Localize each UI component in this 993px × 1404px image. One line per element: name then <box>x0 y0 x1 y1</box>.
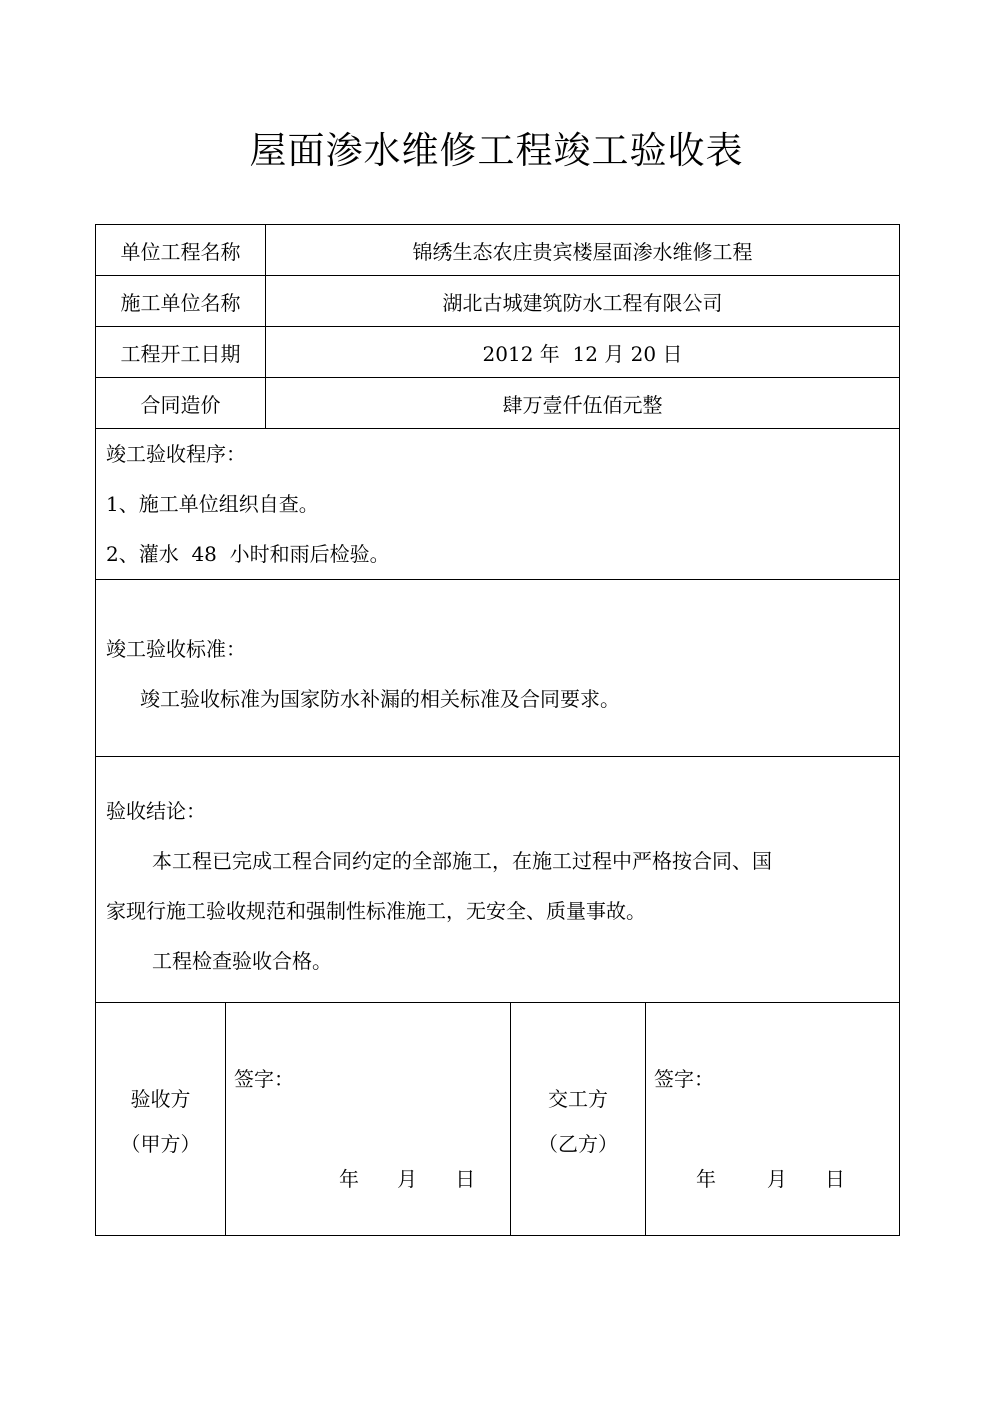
party-a-cell <box>96 1003 226 1236</box>
party-b-sign-box <box>646 1003 900 1236</box>
conclusion-heading: 验收结论： <box>106 799 206 823</box>
label-start-date: 工程开工日期 <box>96 327 266 378</box>
procedure-item-1: 1、施工单位组织自查。 <box>106 492 319 516</box>
conclusion-line-2: 家现行施工验收规范和强制性标准施工，无安全、质量事故。 <box>106 899 646 923</box>
label-contractor: 施工单位名称 <box>96 276 266 327</box>
party-b-sign-label: 签字： <box>654 1067 714 1091</box>
row-standard <box>96 580 900 757</box>
row-contractor <box>96 276 900 327</box>
party-b-role: （乙方） <box>538 1132 618 1156</box>
party-a-name: 验收方 <box>130 1087 191 1111</box>
acceptance-form-table <box>95 224 900 1236</box>
row-contract-price <box>96 378 900 429</box>
party-a-date: 年 月 日 <box>339 1167 476 1191</box>
row-procedure <box>96 429 900 580</box>
conclusion-line-1: 本工程已完成工程合同约定的全部施工，在施工过程中严格按合同、国 <box>152 849 772 873</box>
procedure-heading: 竣工验收程序： <box>106 442 246 466</box>
standard-text: 竣工验收标准为国家防水补漏的相关标准及合同要求。 <box>140 687 620 711</box>
label-project-name: 单位工程名称 <box>96 225 266 276</box>
conclusion-line-3: 工程检查验收合格。 <box>152 949 332 973</box>
party-b-cell <box>511 1003 646 1236</box>
party-b-name: 交工方 <box>548 1087 608 1111</box>
page-title: 屋面渗水维修工程竣工验收表 <box>249 129 744 172</box>
party-a-role: （甲方） <box>120 1132 201 1156</box>
value-contractor: 湖北古城建筑防水工程有限公司 <box>266 276 900 327</box>
party-a-sign-label: 签字： <box>234 1067 294 1091</box>
party-a-sign-box <box>226 1003 511 1236</box>
value-project-name: 锦绣生态农庄贵宾楼屋面渗水维修工程 <box>266 225 900 276</box>
row-conclusion <box>96 757 900 1003</box>
row-project-name <box>96 225 900 276</box>
value-contract-price: 肆万壹仟伍佰元整 <box>266 378 900 429</box>
row-signatures <box>96 1003 900 1236</box>
party-b-date: 年 月 日 <box>696 1167 846 1191</box>
value-start-date: 2012 年 12 月 20 日 <box>266 327 900 378</box>
standard-heading: 竣工验收标准： <box>106 637 246 661</box>
standard-section <box>96 580 900 757</box>
label-contract-price: 合同造价 <box>96 378 266 429</box>
conclusion-section <box>96 757 900 1003</box>
procedure-section <box>96 429 900 580</box>
procedure-item-2: 2、灌水 48 小时和雨后检验。 <box>106 542 390 566</box>
row-start-date <box>96 327 900 378</box>
